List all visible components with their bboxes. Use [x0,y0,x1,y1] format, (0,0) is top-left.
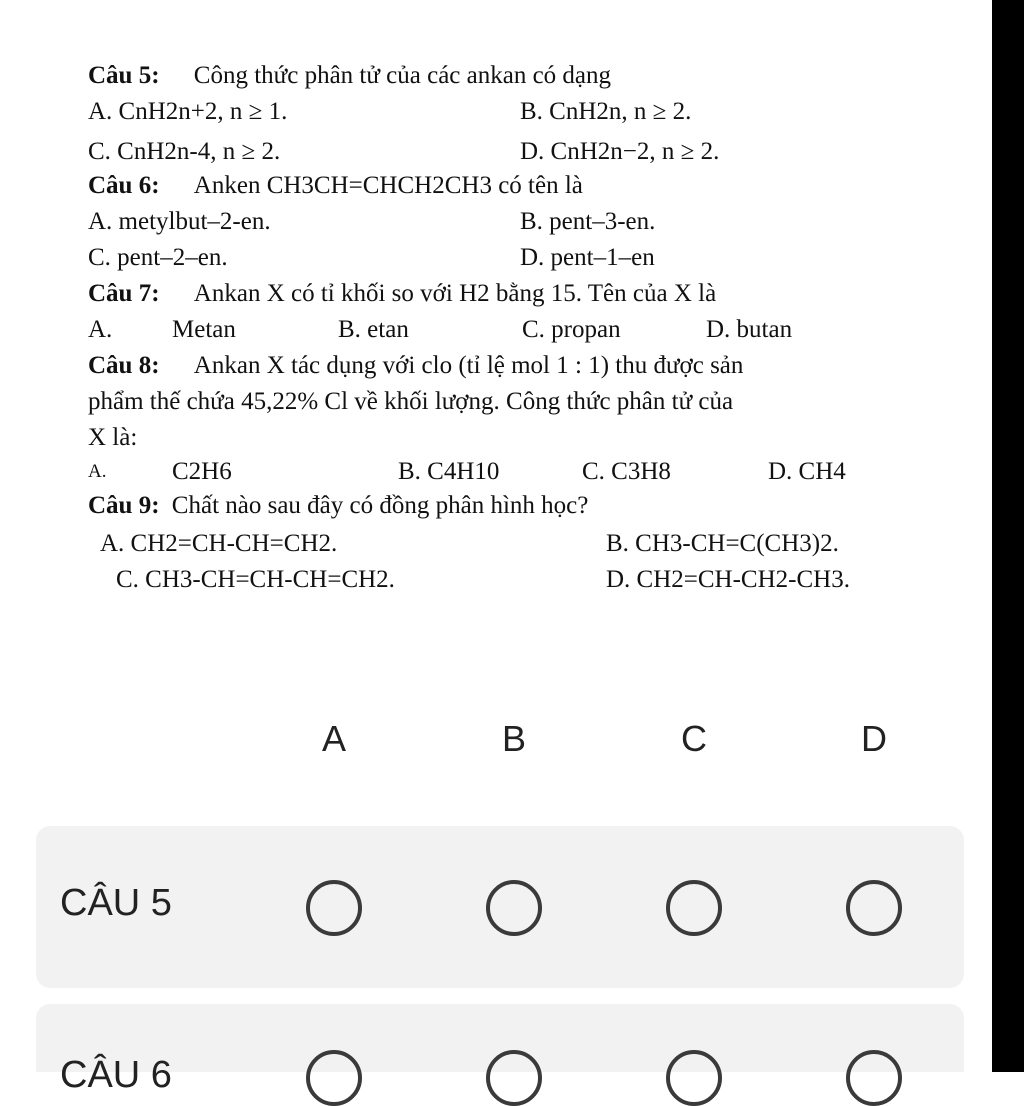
q8-option-b: B. C4H10 [398,458,500,485]
column-c-label: C [681,718,707,759]
q9-option-c: C. CH3-CH=CH-CH=CH2. [116,566,395,593]
question-8-label: Câu 8: [88,352,160,379]
q8-option-a-letter: A. [88,461,107,482]
dark-side-strip [992,0,1024,1072]
radio-cau-6-d[interactable] [846,1050,902,1106]
q8-option-a: C2H6 [172,458,232,485]
answer-row-cau-5 [36,826,964,988]
radio-cau-6-c[interactable] [666,1050,722,1106]
question-9 [88,490,588,522]
q7-option-c: C. propan [522,316,621,343]
answer-row-cau-6 [36,1004,964,1096]
q5-option-b: B. CnH2n, n ≥ 2. [520,98,692,125]
q9-option-d: D. CH2=CH-CH2-CH3. [606,566,850,593]
column-a-label: A [321,718,346,759]
question-7-text: Ankan X có tỉ khối so với H2 bằng 15. Tên của X là [193,280,717,307]
question-9-label: Câu 9: [88,492,160,519]
question-7 [88,278,716,310]
q8-option-d: D. CH4 [768,458,846,485]
radio-cau-5-a[interactable] [306,880,362,936]
answer-row-label: CÂU 5 [60,882,172,924]
q5-option-a: A. CnH2n+2, n ≥ 1. [88,98,288,125]
question-6 [88,170,583,202]
radio-cau-5-d[interactable] [846,880,902,936]
q7-option-a-letter: A. [88,316,113,343]
question-5-text: Công thức phân tử của các ankan có dạng [193,62,612,89]
q7-option-d: D. butan [706,316,793,343]
question-8 [88,350,743,382]
q6-option-d: D. pent–1–en [520,244,655,271]
q7-option-a: Metan [172,316,236,343]
question-5 [88,60,611,92]
q8-option-c: C. C3H8 [582,458,671,485]
q9-option-b: B. CH3-CH=C(CH3)2. [606,530,839,557]
question-9-text: Chất nào sau đây có đồng phân hình học? [171,492,589,519]
question-8-line-2: phẩm thế chứa 45,22% Cl về khối lượng. Công thức phân tử của [88,388,734,415]
question-6-text: Anken CH3CH=CHCH2CH3 có tên là [193,172,583,199]
answer-column-header [0,718,992,768]
q6-option-b: B. pent–3-en. [520,208,656,235]
q6-option-c: C. pent–2–en. [88,244,228,271]
q9-option-a: A. CH2=CH-CH=CH2. [100,530,338,557]
radio-cau-6-a[interactable] [306,1050,362,1106]
radio-cau-6-b[interactable] [486,1050,542,1106]
answer-row-label: CÂU 6 [60,1054,172,1096]
question-8-line-1: Ankan X tác dụng với clo (tỉ lệ mol 1 : 1) thu được sản [193,352,744,379]
question-8-line-3: X là: [88,424,138,451]
question-5-label: Câu 5: [88,62,160,89]
column-d-label: D [861,718,887,759]
q7-option-b: B. etan [338,316,409,343]
q6-option-a: A. metylbut–2-en. [88,208,271,235]
q5-option-c: C. CnH2n-4, n ≥ 2. [88,138,281,165]
q5-option-d: D. CnH2n−2, n ≥ 2. [520,138,720,165]
radio-cau-5-b[interactable] [486,880,542,936]
question-6-label: Câu 6: [88,172,160,199]
radio-cau-5-c[interactable] [666,880,722,936]
column-b-label: B [501,718,526,759]
question-7-label: Câu 7: [88,280,160,307]
